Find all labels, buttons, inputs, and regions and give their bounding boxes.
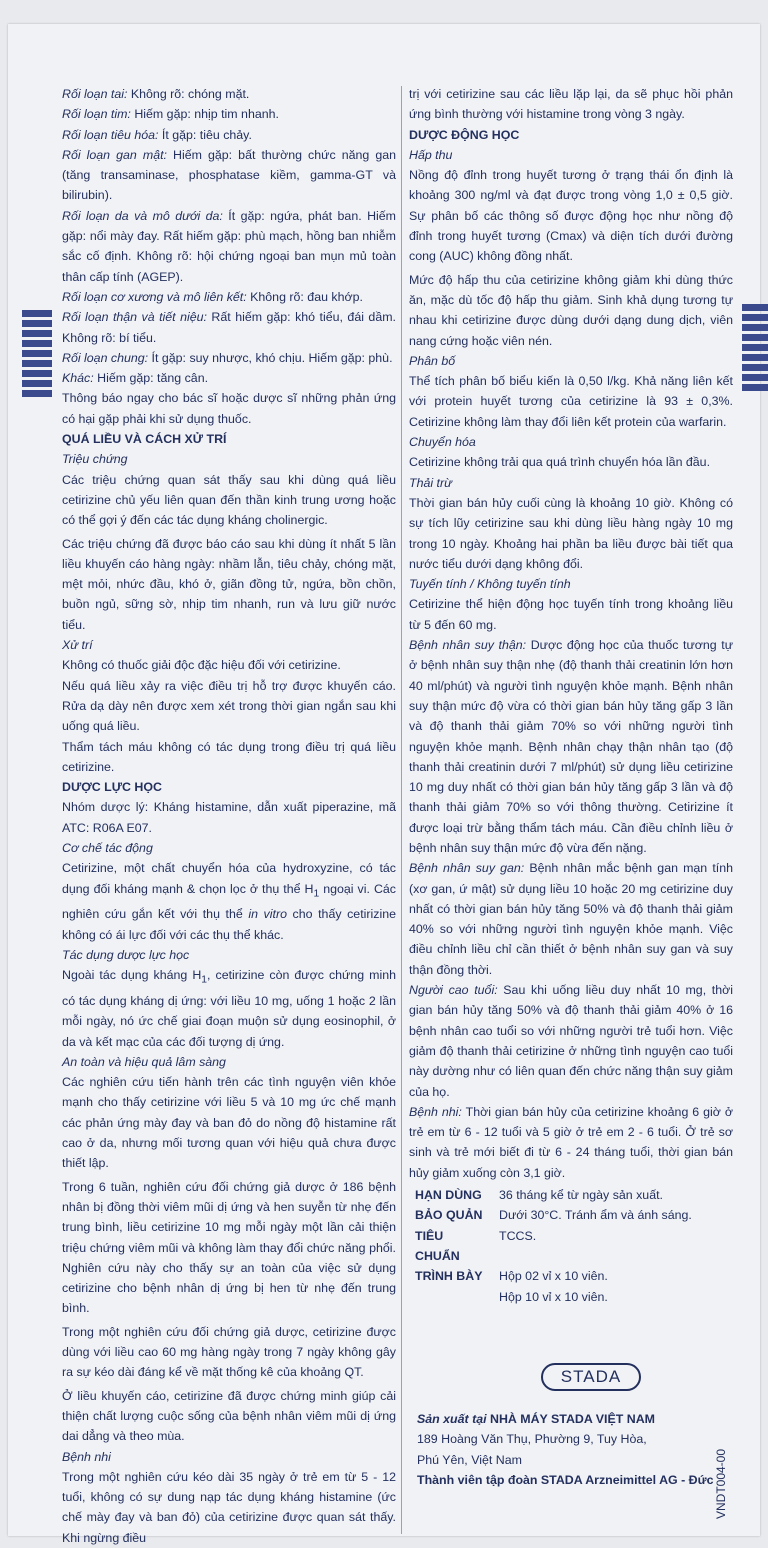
mechanism-heading: Cơ chế tác động (62, 840, 153, 855)
clinical-para-1: Các nghiên cứu tiến hành trên các tình nguyện viên khỏe mạnh cho thấy cetirizine với liều 5 và 10 mg ức chế mạnh các phản ứng mày đay và ban đỏ do nồng độ histamine rất cao ở da, nhưng mối tương quan với hiệu quả chưa được thiết lập. (62, 1075, 396, 1171)
adverse-effect-item: Rối loạn cơ xương và mô liên kết: Không rõ: đau khớp. (62, 289, 363, 304)
elimination-para: Thời gian bán hủy cuối cùng là khoảng 10 giờ. Không có sự tích lũy cetirizine sau khi dùng liều hàng ngày 10 mg trong 10 ngày. Khoảng hai phần ba liều được bài tiết qua nước tiểu dưới dạng không đổi. (409, 495, 733, 571)
mechanism-para: Cetirizine, một chất chuyển hóa của hydroxyzine, có tác dụng đối kháng mạnh & chọn lọc ở thụ thể $H_1$ ngoại vi. Các nghiên cứu gắn kết với thụ thể in vitro cho thấy cetirizine không có ái lực đối với các thụ thể khác. (62, 861, 396, 942)
info-value: TCCS. (499, 1228, 537, 1243)
adverse-effect-item: Rối loạn da và mô dưới da: Ít gặp: ngứa, phát ban. Hiếm gặp: nổi mày đay. Rất hiếm gặp: phù mạch, hồng ban nhiễm sắc cố định. Không rõ: hội chứng ngoại ban mụn mủ toàn thân cấp tính (AGEP). (62, 208, 396, 284)
adverse-effects-list (62, 84, 396, 388)
barcode-marks-left (22, 310, 52, 400)
elimination-heading: Thải trừ (409, 475, 452, 490)
elderly-para: Người cao tuổi: Sau khi uống liều duy nhất 10 mg, thời gian bán hủy tăng 50% và độ thanh thải giảm 40% ở 16 bệnh nhân cao tuổi so với những người trẻ tuổi hơn. Việc giảm độ thanh thải cetirizine ở những tình nguyện cao tuổi này dường như có liên quan đến chức năng thận suy giảm của họ. (409, 983, 733, 1099)
treatment-para-3: Thẩm tách máu không có tác dụng trong điều trị quá liều cetirizine. (62, 739, 396, 774)
pd-effects-heading: Tác dụng dược lực học (62, 947, 190, 962)
adverse-effect-item: Rối loạn tiêu hóa: Ít gặp: tiêu chảy. (62, 127, 252, 142)
metabolism-para: Cetirizine không trải qua quá trình chuyển hóa lần đầu. (409, 455, 711, 470)
metabolism-heading: Chuyển hóa (409, 435, 476, 450)
adverse-effect-item: Rối loạn chung: Ít gặp: suy nhược, khó chịu. Hiếm gặp: phù. (62, 350, 393, 365)
product-info-table (409, 1185, 733, 1307)
continuation-text: trị với cetirizine sau các liều lặp lại, da sẽ phục hồi phản ứng bình thường với histamine trong vòng 3 ngày. (409, 87, 733, 122)
treatment-para-2: Nếu quá liều xảy ra việc điều trị hỗ trợ được khuyến cáo. Rửa dạ dày nên được xem xét trong thời gian ngắn sau khi uống quá liều. (62, 678, 396, 734)
info-value: Dưới 30°C. Tránh ẩm và ánh sáng. (499, 1208, 692, 1223)
linearity-para: Cetirizine thể hiện động học tuyến tính trong khoảng liều từ 5 đến 60 mg. (409, 597, 733, 632)
info-row (409, 1287, 692, 1307)
pharmacodynamics-para: Nhóm dược lý: Kháng histamine, dẫn xuất piperazine, mã ATC: R06A E07. (62, 800, 396, 835)
info-row (409, 1205, 692, 1225)
info-key (409, 1287, 491, 1307)
clinical-para-4: Ở liều khuyến cáo, cetirizine đã được chứng minh giúp cải thiện chất lượng cuộc sống của bệnh nhân viêm mũi dị ứng dai dẳng và theo mùa. (62, 1388, 396, 1444)
right-column (409, 84, 733, 1490)
linearity-heading: Tuyến tính / Không tuyến tính (409, 577, 571, 592)
document-code: VNDT004-00 (714, 1448, 728, 1520)
clinical-para-2: Trong 6 tuần, nghiên cứu đối chứng giả dược ở 186 bệnh nhân bị đồng thời viêm mũi dị ứng và hen suyễn từ nhẹ đến trung bình, liều cetirizine 10 mg mỗi ngày một lần cải thiện triệu chứng viêm mũi và không làm thay đổi chức năng phổi. Nghiên cứu này cho thấy sự an toàn của việc sử dụng cetirizine cho bệnh nhân dị ứng bị hen từ nhẹ đến trung bình. (62, 1179, 396, 1316)
info-row (409, 1185, 692, 1205)
left-column (62, 84, 396, 1548)
absorption-para-2: Mức độ hấp thu của cetirizine không giảm khi dùng thức ăn, mặc dù tốc độ hấp thu giảm. Sinh khả dụng tương tự nhau khi cetirizine được dùng dưới dạng dung dịch, viên nang cứng hoặc viên nén. (409, 272, 733, 348)
info-key: HẠN DÙNG (415, 1188, 482, 1203)
renal-para: Bệnh nhân suy thận: Dược động học của thuốc tương tự ở bệnh nhân suy thận nhẹ (độ thanh thải creatinin lớn hơn 40 ml/phút) và người tình nguyện khỏe mạnh. Bệnh nhân suy thận mức độ vừa có thời gian bán hủy tăng gấp 3 lần và độ thanh thải giảm 70% so với những người tình nguyện khỏe mạnh. Bệnh nhân chạy thận nhân tạo (độ thanh thải creatinin dưới 7 ml/phút) sử dụng liều cetirizine 10 mg duy nhất có thời gian bán hủy tăng gấp 3 lần và độ thanh thải giảm 70% so với thông thường. Cetirizine ít được loại trừ bằng thẩm tách máu. Cần điều chỉnh liều ở bệnh nhân suy thận mức độ vừa đến nặng. (409, 638, 733, 855)
adverse-effect-item: Rối loạn tai: Không rõ: chóng mặt. (62, 87, 250, 101)
manufacturer-block (409, 1409, 733, 1490)
column-divider (401, 86, 402, 1534)
address-line-2: Phú Yên, Việt Nam (417, 1452, 522, 1467)
adverse-effect-item: Rối loạn gan mật: Hiếm gặp: bất thường chức năng gan (tăng transaminase, phosphatase kiềm, gamma-GT và bilirubin). (62, 147, 396, 203)
address-line-1: 189 Hoàng Văn Thụ, Phường 9, Tuy Hòa, (417, 1432, 647, 1447)
overdose-heading: QUÁ LIỀU VÀ CÁCH XỬ TRÍ (62, 432, 227, 447)
info-value: Hộp 02 vỉ x 10 viên. (499, 1269, 608, 1284)
absorption-heading: Hấp thu (409, 147, 453, 162)
adverse-effect-item: Rối loạn thận và tiết niệu: Rất hiếm gặp: khó tiểu, đái dầm. Không rõ: bí tiểu. (62, 310, 396, 345)
distribution-para: Thể tích phân bố biểu kiến là 0,50 l/kg. Khả năng liên kết với protein huyết tương của cetirizine là 93 ± 0,3%. Cetirizine không làm thay đổi liên kết protein của warfarin. (409, 374, 733, 429)
barcode-marks-right (742, 304, 768, 394)
info-value: Hộp 10 vỉ x 10 viên. (499, 1289, 608, 1304)
info-row (409, 1266, 692, 1286)
symptoms-heading: Triệu chứng (62, 452, 128, 467)
manufacturer-line: Sản xuất tại NHÀ MÁY STADA VIỆT NAM (417, 1412, 655, 1427)
symptoms-para-1: Các triệu chứng quan sát thấy sau khi dùng quá liều cetirizine chủ yếu liên quan đến thần kinh trung ương hoặc có thể gợi ý đến các tác dụng kháng cholinergic. (62, 472, 396, 528)
adverse-effect-item: Khác: Hiếm gặp: tăng cân. (62, 371, 209, 386)
symptoms-para-2: Các triệu chứng đã được báo cáo sau khi dùng ít nhất 5 lần liều khuyến cáo hàng ngày: nhầm lẫn, tiêu chảy, chóng mặt, mệt mỏi, nhức đầu, khó ở, giãn đồng tử, ngứa, bồn chồn, buồn ngủ, sững sờ, nhịp tim nhanh, run và lưu giữ nước tiểu. (62, 536, 396, 632)
clinical-safety-heading: An toàn và hiệu quả lâm sàng (62, 1054, 226, 1069)
adverse-effect-item: Rối loạn tim: Hiếm gặp: nhịp tim nhanh. (62, 107, 279, 122)
pediatric-pk-para: Bệnh nhi: Thời gian bán hủy của cetirizine khoảng 6 giờ ở trẻ em từ 6 - 12 tuổi và 5 giờ ở trẻ em 2 - 6 tuổi. Ở trẻ sơ sinh và trẻ mới biết đi từ 6 - 24 tháng tuổi, thời gian bán hủy giảm xuống còn 3,1 giờ. (409, 1104, 734, 1180)
pharmacokinetics-heading: DƯỢC ĐỘNG HỌC (409, 127, 520, 142)
hepatic-para: Bệnh nhân suy gan: Bệnh nhân mắc bệnh gan mạn tính (xơ gan, ứ mật) sử dụng liều 10 hoặc 20 mg cetirizine duy nhất có thời gian bán hủy tăng 50% và độ thanh thải giảm 40% so với những người tình nguyện khỏe mạnh. Việc điều chỉnh liều chỉ cần thiết ở bệnh nhân suy gan và suy thận đồng thời. (409, 861, 733, 977)
leaflet-sheet (8, 24, 760, 1545)
treatment-heading: Xử trí (62, 638, 93, 653)
notice-text: Thông báo ngay cho bác sĩ hoặc dược sĩ những phản ứng có hại gặp phải khi sử dụng thuốc. (62, 391, 396, 426)
pd-effects-para: Ngoài tác dụng kháng $H_1$, cetirizine còn được chứng minh có tác dụng kháng dị ứng: với liều 10 mg, uống 1 hoặc 2 lần mỗi ngày, nó ức chế giai đoạn muộn sử dụng eosinophil, ở da và kết mạc của các đối tượng dị ứng. (62, 968, 396, 1049)
info-key: TRÌNH BÀY (415, 1269, 483, 1284)
member-line: Thành viên tập đoàn STADA Arzneimittel AG - Đức (417, 1473, 714, 1487)
info-row (409, 1226, 692, 1267)
pharmacodynamics-heading: DƯỢC LỰC HỌC (62, 780, 162, 795)
info-key: BẢO QUẢN (415, 1208, 483, 1223)
clinical-para-3: Trong một nghiên cứu đối chứng giả dược, cetirizine được dùng với liều cao 60 mg hàng ngày trong 7 ngày không gây ra sự kéo dài đáng kể về mặt thống kê của khoảng QT. (62, 1324, 396, 1380)
logo-area (409, 1363, 733, 1391)
info-key: TIÊU CHUẨN (415, 1228, 460, 1263)
distribution-heading: Phân bố (409, 353, 456, 368)
pediatric-para: Trong một nghiên cứu kéo dài 35 ngày ở trẻ em từ 5 - 12 tuổi, không có sự dung nạp tác dụng kháng histamine (ức chế mày đay và ban đỏ) của cetirizine được quan sát thấy. Khi ngừng điều (62, 1469, 396, 1545)
pediatric-heading: Bệnh nhi (62, 1449, 111, 1464)
absorption-para-1: Nồng độ đỉnh trong huyết tương ở trạng thái ổn định là khoảng 300 ng/ml và đạt được trong vòng 1,0 ± 0,5 giờ. Sự phân bố các thông số được động học như nồng độ đỉnh trong huyết tương (Cmax) và diện tích dưới đường cong (AUC) không đồng nhất. (409, 168, 733, 264)
stada-logo: STADA (541, 1363, 641, 1391)
info-value: 36 tháng kể từ ngày sản xuất. (499, 1188, 663, 1203)
treatment-para-1: Không có thuốc giải độc đặc hiệu đối với cetirizine. (62, 658, 341, 673)
